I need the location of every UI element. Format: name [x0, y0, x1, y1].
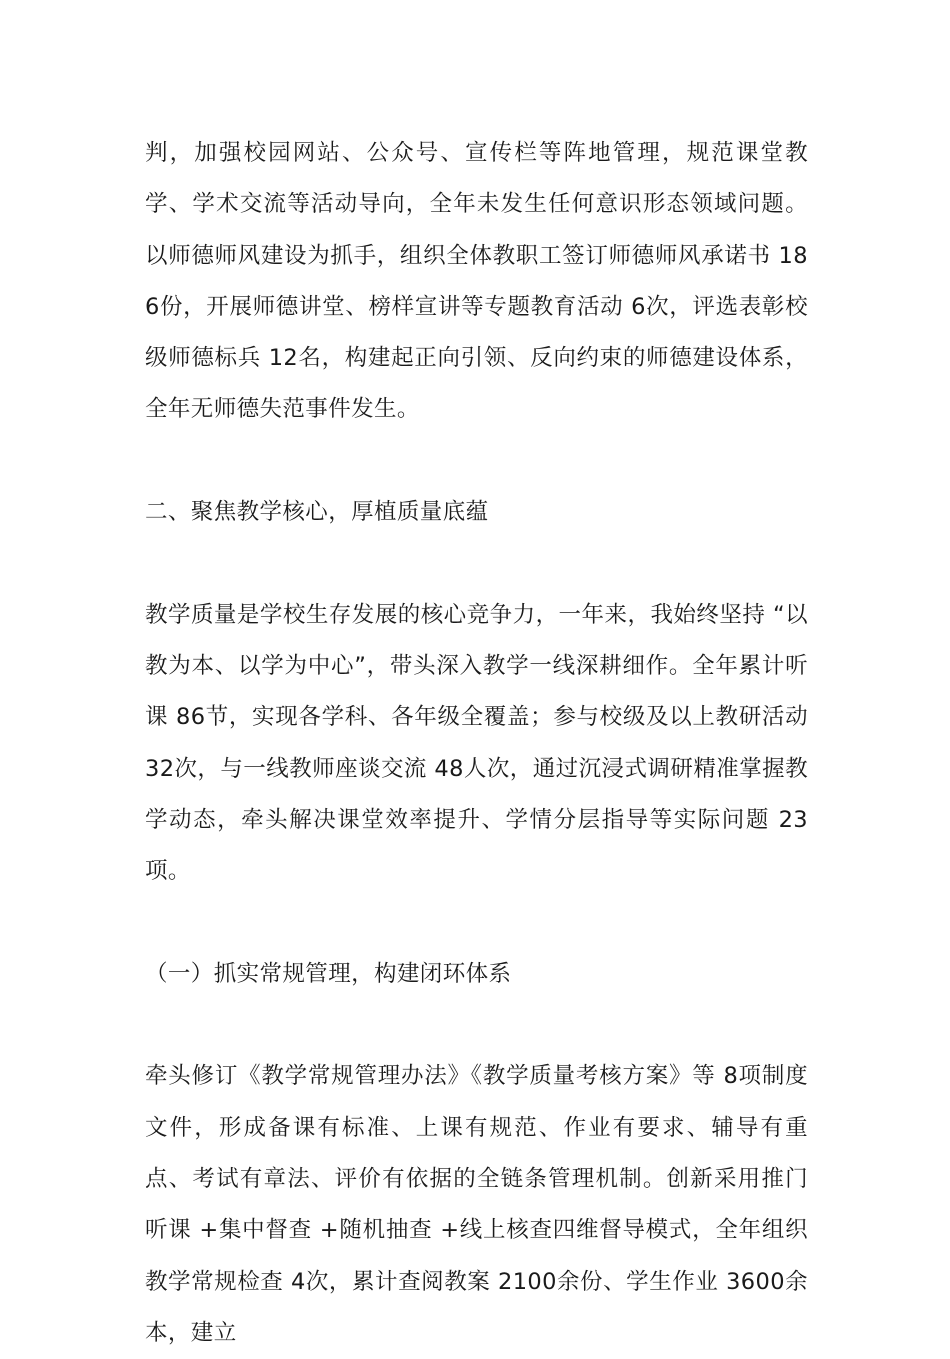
section-heading-teaching-core: 二、聚焦教学核心，厚植质量底蕴 — [145, 499, 489, 526]
paragraph-gap — [145, 897, 808, 948]
paragraph-gap — [145, 1000, 808, 1051]
paragraph-gap — [145, 538, 808, 589]
paragraph-ethics-management: 判，加强校园网站、公众号、宣传栏等阵地管理，规范课堂教学、学术交流等活动导向，全年未发生任何意识形态领域问题。以师德师风建设为抓手，组织全体教职工签订师德师风承诺书 186份，开展师德讲堂、榜样宣讲等专题教育活动 6次，评选表彰校级师德标兵 12名，构建起正向引领、反向约束的师德建设体系，全年无师德失范事件发生。 — [145, 140, 808, 423]
subsection-heading-routine-management: （一）抓实常规管理，构建闭环体系 — [145, 960, 512, 987]
paragraph-gap — [145, 436, 808, 487]
paragraph-routine-system: 牵头修订《教学常规管理办法》《教学质量考核方案》等 8项制度文件，形成备课有标准、上课有规范、作业有要求、辅导有重点、考试有章法、评价有依据的全链条管理机制。创新采用推门听课 +集中督查 +随机抽查 +线上核查四维督导模式，全年组织教学常规检查 4次，累计查阅教案 2100余份、学生作业 3600余本，建立 — [145, 1063, 808, 1346]
document-body — [145, 128, 808, 1359]
paragraph-teaching-quality: 教学质量是学校生存发展的核心竞争力，一年来，我始终坚持 “以教为本、以学为中心”，带头深入教学一线深耕细作。全年累计听课 86节，实现各学科、各年级全覆盖；参与校级及以上教研活动 32次，与一线教师座谈交流 48人次，通过沉浸式调研精准掌握教学动态，牵头解决课堂效率提升、学情分层指导等实际问题 23项。 — [145, 601, 808, 885]
